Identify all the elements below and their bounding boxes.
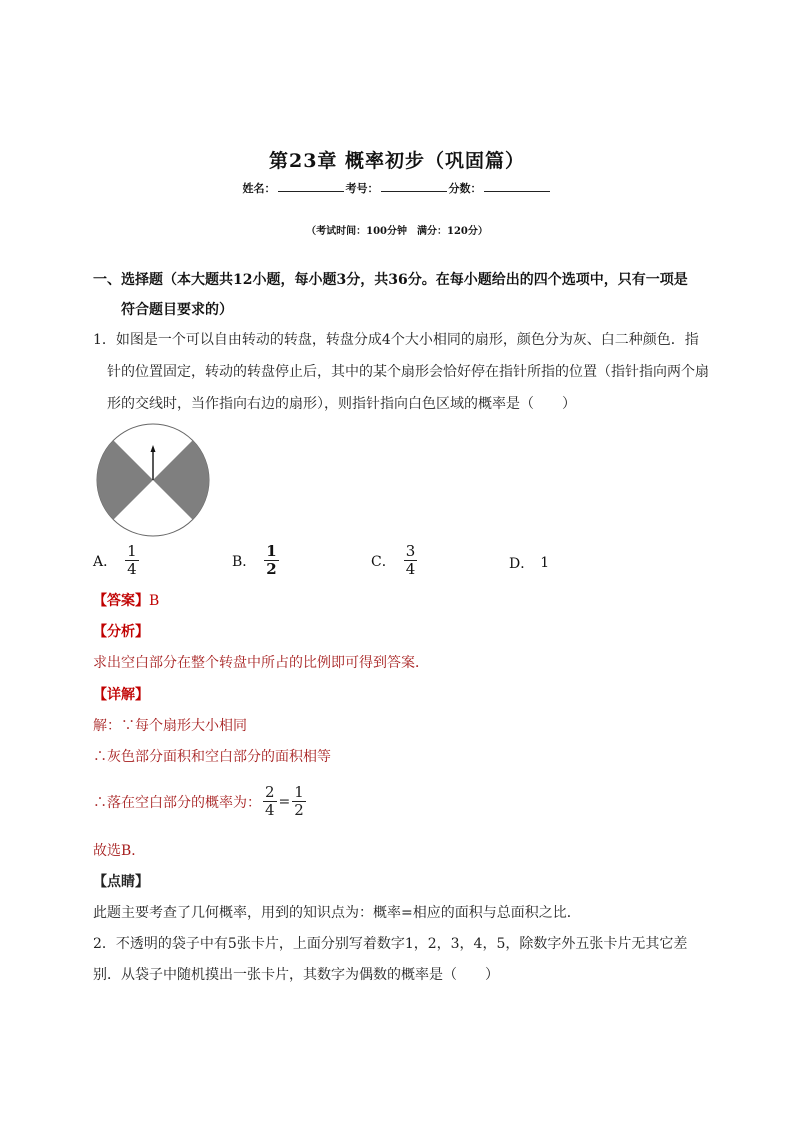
detail-fraction-1 xyxy=(263,784,277,819)
option-c-denominator: 4 xyxy=(405,560,416,578)
q2-text-line1: 2．不透明的袋子中有5张卡片，上面分别写着数字1，2，3，4，5，除数字外五张卡片无其它差 xyxy=(93,936,688,952)
detail-line2: ∴灰色部分面积和空白部分的面积相等 xyxy=(93,749,331,765)
detail-fraction-1-denominator: 4 xyxy=(265,801,275,819)
option-b[interactable] xyxy=(232,543,281,578)
name-label: 姓名： xyxy=(242,182,276,195)
detail-line3 xyxy=(93,784,308,819)
analysis-text: 求出空白部分在整个转盘中所占的比例即可得到答案． xyxy=(93,655,429,671)
option-b-numerator: 1 xyxy=(266,542,277,560)
option-c[interactable] xyxy=(371,543,419,578)
conclusion-text: 故选B． xyxy=(93,843,146,859)
q2-text-line2: 别．从袋子中随机摸出一张卡片，其数字为偶数的概率是（ ） xyxy=(93,967,499,983)
answer-value: B xyxy=(149,593,160,609)
option-a-numerator: 1 xyxy=(127,542,137,560)
detail-equals: = xyxy=(278,793,291,810)
option-b-fraction xyxy=(264,543,278,578)
score-label: 分数： xyxy=(448,182,482,195)
option-a[interactable] xyxy=(93,543,141,578)
q1-text-line3: 形的交线时，当作指向右边的扇形），则指针指向白色区域的概率是（ ） xyxy=(107,396,576,412)
q1-text-line2: 针的位置固定，转动的转盘停止后，其中的某个扇形会恰好停在指针所指的位置（指针指向两个扇 xyxy=(107,364,709,380)
score-blank[interactable] xyxy=(484,181,550,192)
detail-fraction-1-numerator: 2 xyxy=(265,783,275,801)
option-b-label: B． xyxy=(232,553,257,570)
analysis-tag: 【分析】 xyxy=(93,624,149,640)
option-c-numerator: 3 xyxy=(405,542,416,560)
option-a-denominator: 4 xyxy=(127,560,137,578)
id-blank[interactable] xyxy=(381,181,447,192)
q1-text-line1: 1．如图是一个可以自由转动的转盘，转盘分成4个大小相同的扇形，颜色分为灰、白二种颜色．指 xyxy=(93,332,699,348)
option-d[interactable] xyxy=(509,553,549,573)
id-label: 考号： xyxy=(345,182,379,195)
detail-line1: 解：∵每个扇形大小相同 xyxy=(93,718,247,734)
answer-tag: 【答案】 xyxy=(93,593,149,609)
option-b-denominator: 2 xyxy=(266,560,277,578)
comment-tag: 【点睛】 xyxy=(93,874,149,890)
page-title: 第23章 概率初步（巩固篇） xyxy=(268,150,526,172)
detail-line3-text: ∴落在空白部分的概率为： xyxy=(93,794,261,811)
detail-fraction-2-numerator: 1 xyxy=(294,783,304,801)
section-title-line2: 符合题目要求的） xyxy=(121,302,233,318)
option-d-value: 1 xyxy=(540,555,550,571)
exam-time-note: （考试时间：100分钟 满分：120分） xyxy=(306,226,488,237)
option-c-fraction xyxy=(404,543,418,578)
option-d-label: D． xyxy=(509,556,535,572)
detail-fraction-2-denominator: 2 xyxy=(294,801,304,819)
detail-tag: 【详解】 xyxy=(93,687,149,703)
spinner-figure xyxy=(94,421,212,539)
section-title-line1: 一、选择题（本大题共12小题，每小题3分，共36分。在每小题给出的四个选项中，只有一项是 xyxy=(93,272,688,288)
name-blank[interactable] xyxy=(278,181,344,192)
option-a-label: A． xyxy=(93,553,118,570)
option-c-label: C． xyxy=(371,553,396,570)
option-a-fraction xyxy=(125,543,139,578)
comment-text: 此题主要考查了几何概率，用到的知识点为：概率=相应的面积与总面积之比． xyxy=(93,905,581,921)
answer-line xyxy=(93,590,159,610)
student-info-line xyxy=(0,180,794,196)
detail-fraction-2 xyxy=(292,784,306,819)
